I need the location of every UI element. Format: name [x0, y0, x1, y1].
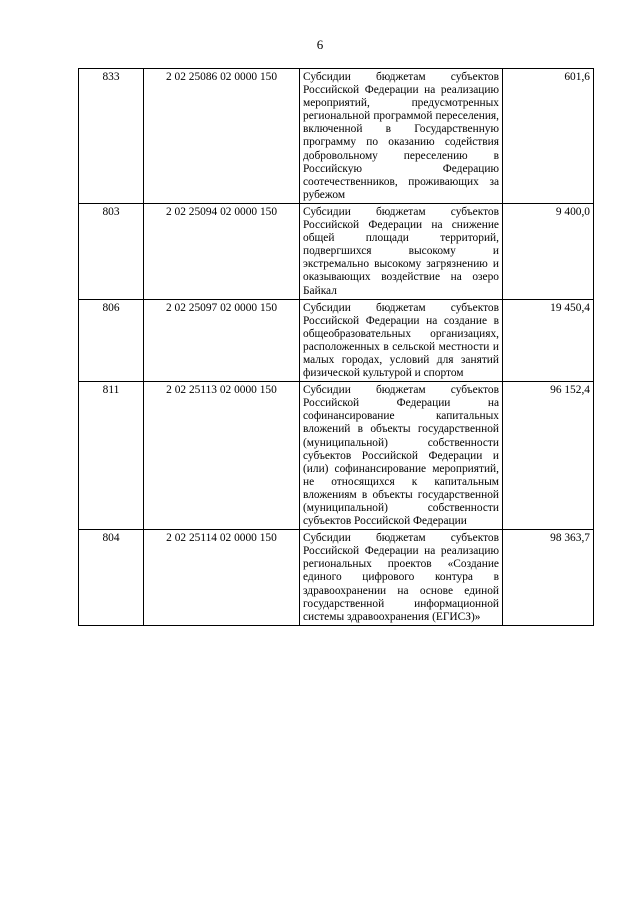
budget-code-cell: 2 02 25114 02 0000 150	[144, 530, 300, 626]
budget-code-cell: 2 02 25086 02 0000 150	[144, 69, 300, 204]
table-row	[79, 203, 594, 299]
page-number: 6	[316, 37, 324, 52]
revenue-name-cell: Субсидии бюджетам субъектов Российской Федерации на реализацию мероприятий, предусмотренных региональной программой переселения, включенной в Государственную программу по оказанию содействия добровольному переселению в Российскую Федерацию соотечественников, проживающих за рубежом	[300, 69, 503, 204]
budget-code-cell: 2 02 25094 02 0000 150	[144, 203, 300, 299]
amount-cell: 96 152,4	[503, 382, 594, 530]
budget-table	[78, 68, 594, 626]
amount-cell: 19 450,4	[503, 299, 594, 382]
table-row	[79, 299, 594, 382]
amount-cell: 9 400,0	[503, 203, 594, 299]
revenue-name-cell: Субсидии бюджетам субъектов Российской Федерации на создание в общеобразовательных организациях, расположенных в сельской местности и малых городах, условий для занятий физической культурой и спортом	[300, 299, 503, 382]
revenue-name-cell: Субсидии бюджетам субъектов Российской Федерации на реализацию региональных проектов «Создание единого цифрового контура в здравоохранении на основе единой государственной информационной системы здравоохранения (ЕГИСЗ)»	[300, 530, 503, 626]
admin-code-cell: 806	[79, 299, 144, 382]
table-row	[79, 382, 594, 530]
budget-code-cell: 2 02 25113 02 0000 150	[144, 382, 300, 530]
amount-cell: 98 363,7	[503, 530, 594, 626]
amount-cell: 601,6	[503, 69, 594, 204]
revenue-name-cell: Субсидии бюджетам субъектов Российской Федерации на снижение общей площади территорий, подвергшихся высокому и экстремально высокому загрязнению и оказывающих воздействие на озеро Байкал	[300, 203, 503, 299]
admin-code-cell: 804	[79, 530, 144, 626]
table-row	[79, 530, 594, 626]
table-row	[79, 69, 594, 204]
admin-code-cell: 811	[79, 382, 144, 530]
admin-code-cell: 833	[79, 69, 144, 204]
budget-code-cell: 2 02 25097 02 0000 150	[144, 299, 300, 382]
admin-code-cell: 803	[79, 203, 144, 299]
revenue-name-cell: Субсидии бюджетам субъектов Российской Федерации на софинансирование капитальных вложений в объекты государственной (муниципальной) собственности субъектов Российской Федерации и (или) софинансирование мероприятий, не относящихся к капитальным вложениям в объекты государственной (муниципальной) собственности субъектов Российской Федерации	[300, 382, 503, 530]
